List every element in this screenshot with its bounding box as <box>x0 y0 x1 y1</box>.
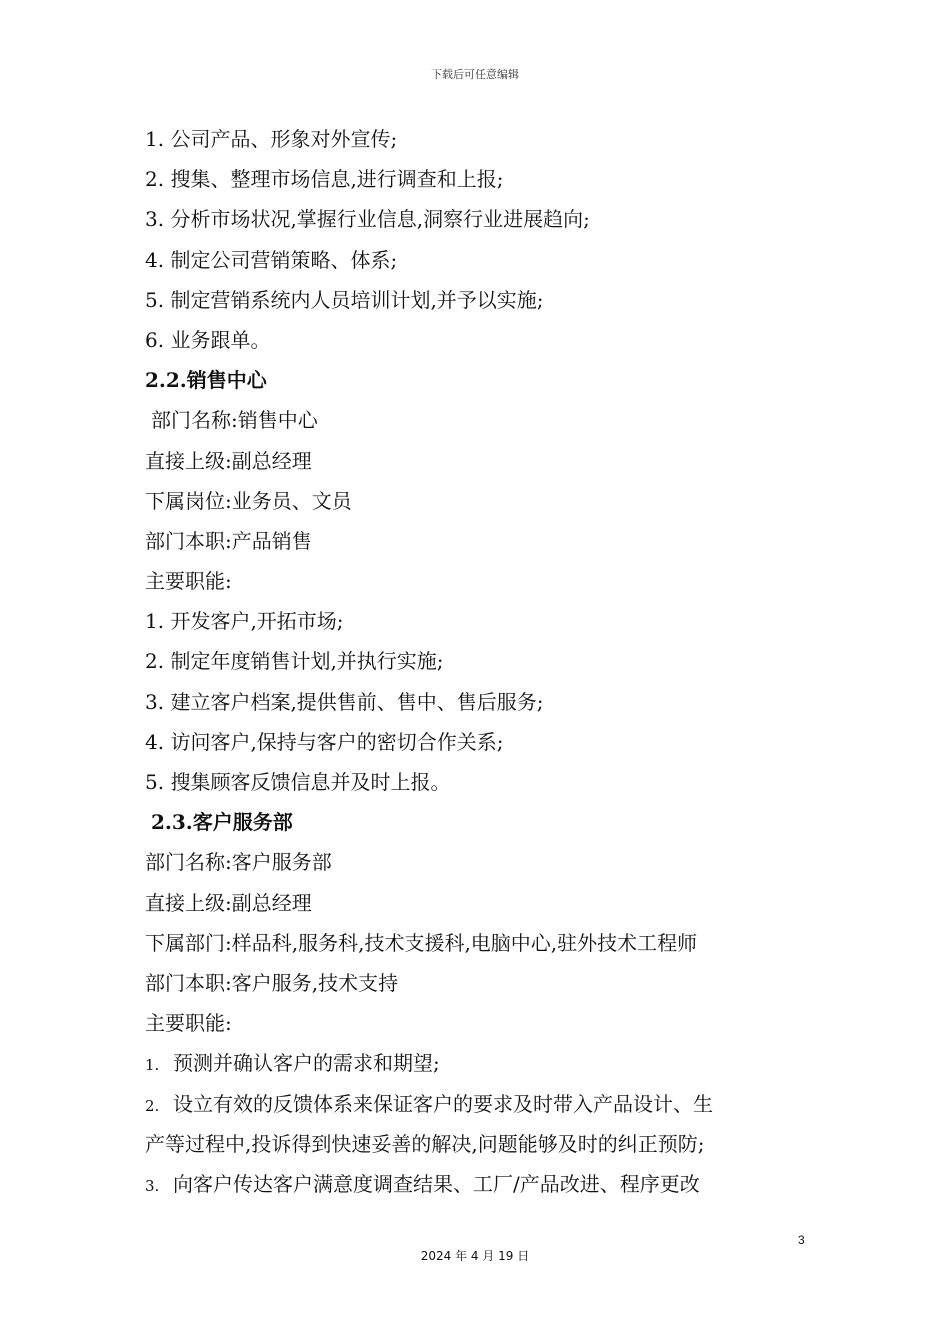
section-heading: 2.2.销售中心 <box>145 368 267 393</box>
list-number: 1. <box>145 1056 160 1075</box>
list-item-text: 向客户传达客户满意度调查结果、工厂/产品改进、程序更改 <box>173 1171 700 1196</box>
paragraph: 下属岗位:业务员、文员 <box>145 488 352 513</box>
paragraph: 主要职能: <box>145 1011 232 1036</box>
list-number: 2. <box>145 1096 160 1115</box>
paragraph: 1. 开发客户,开拓市场; <box>145 609 344 634</box>
paragraph: 部门本职:客户服务,技术支持 <box>145 970 399 995</box>
list-item-text: 预测并确认客户的需求和期望; <box>173 1051 440 1076</box>
paragraph: 4. 访问客户,保持与客户的密切合作关系; <box>145 729 504 754</box>
paragraph: 2. 制定年度销售计划,并执行实施; <box>145 649 444 674</box>
paragraph: 直接上级:副总经理 <box>145 890 312 915</box>
paragraph: 直接上级:副总经理 <box>145 448 312 473</box>
paragraph: 部门本职:产品销售 <box>145 528 312 553</box>
paragraph: 3. 建立客户档案,提供售前、售中、售后服务; <box>145 689 544 714</box>
paragraph: 2. 搜集、整理市场信息,进行调查和上报; <box>145 167 504 192</box>
paragraph: 4. 制定公司营销策略、体系; <box>145 247 398 272</box>
page-header: 下载后可任意编辑 <box>431 68 519 81</box>
paragraph: 3. 分析市场状况,掌握行业信息,洞察行业进展趋向; <box>145 207 590 232</box>
list-item <box>145 1164 825 1204</box>
paragraph: 5. 搜集顾客反馈信息并及时上报。 <box>145 770 451 794</box>
list-item <box>145 1084 825 1124</box>
list-item <box>145 1043 825 1083</box>
list-item-continuation <box>145 1124 825 1164</box>
list-item-text: 产等过程中,投诉得到快速妥善的解决,问题能够及时的纠正预防; <box>145 1131 705 1156</box>
paragraph: 6. 业务跟单。 <box>145 327 271 352</box>
paragraph: 部门名称:销售中心 <box>151 408 318 433</box>
paragraph: 部门名称:客户服务部 <box>145 850 332 875</box>
paragraph: 1. 公司产品、形象对外宣传; <box>145 127 398 151</box>
list-item-text: 设立有效的反馈体系来保证客户的要求及时带入产品设计、生 <box>173 1091 713 1116</box>
paragraph: 5. 制定营销系统内人员培训计划,并予以实施; <box>145 287 544 312</box>
list-number: 3. <box>145 1176 160 1195</box>
page-footer-date: 2024 年 4 月 19 日 <box>420 1249 530 1263</box>
document-body <box>145 119 825 1204</box>
paragraph: 下属部门:样品科,服务科,技术支援科,电脑中心,驻外技术工程师 <box>145 930 698 955</box>
section-heading: 2.3.客户服务部 <box>151 810 293 835</box>
paragraph: 主要职能: <box>145 569 232 594</box>
page-number: 3 <box>798 1233 805 1247</box>
